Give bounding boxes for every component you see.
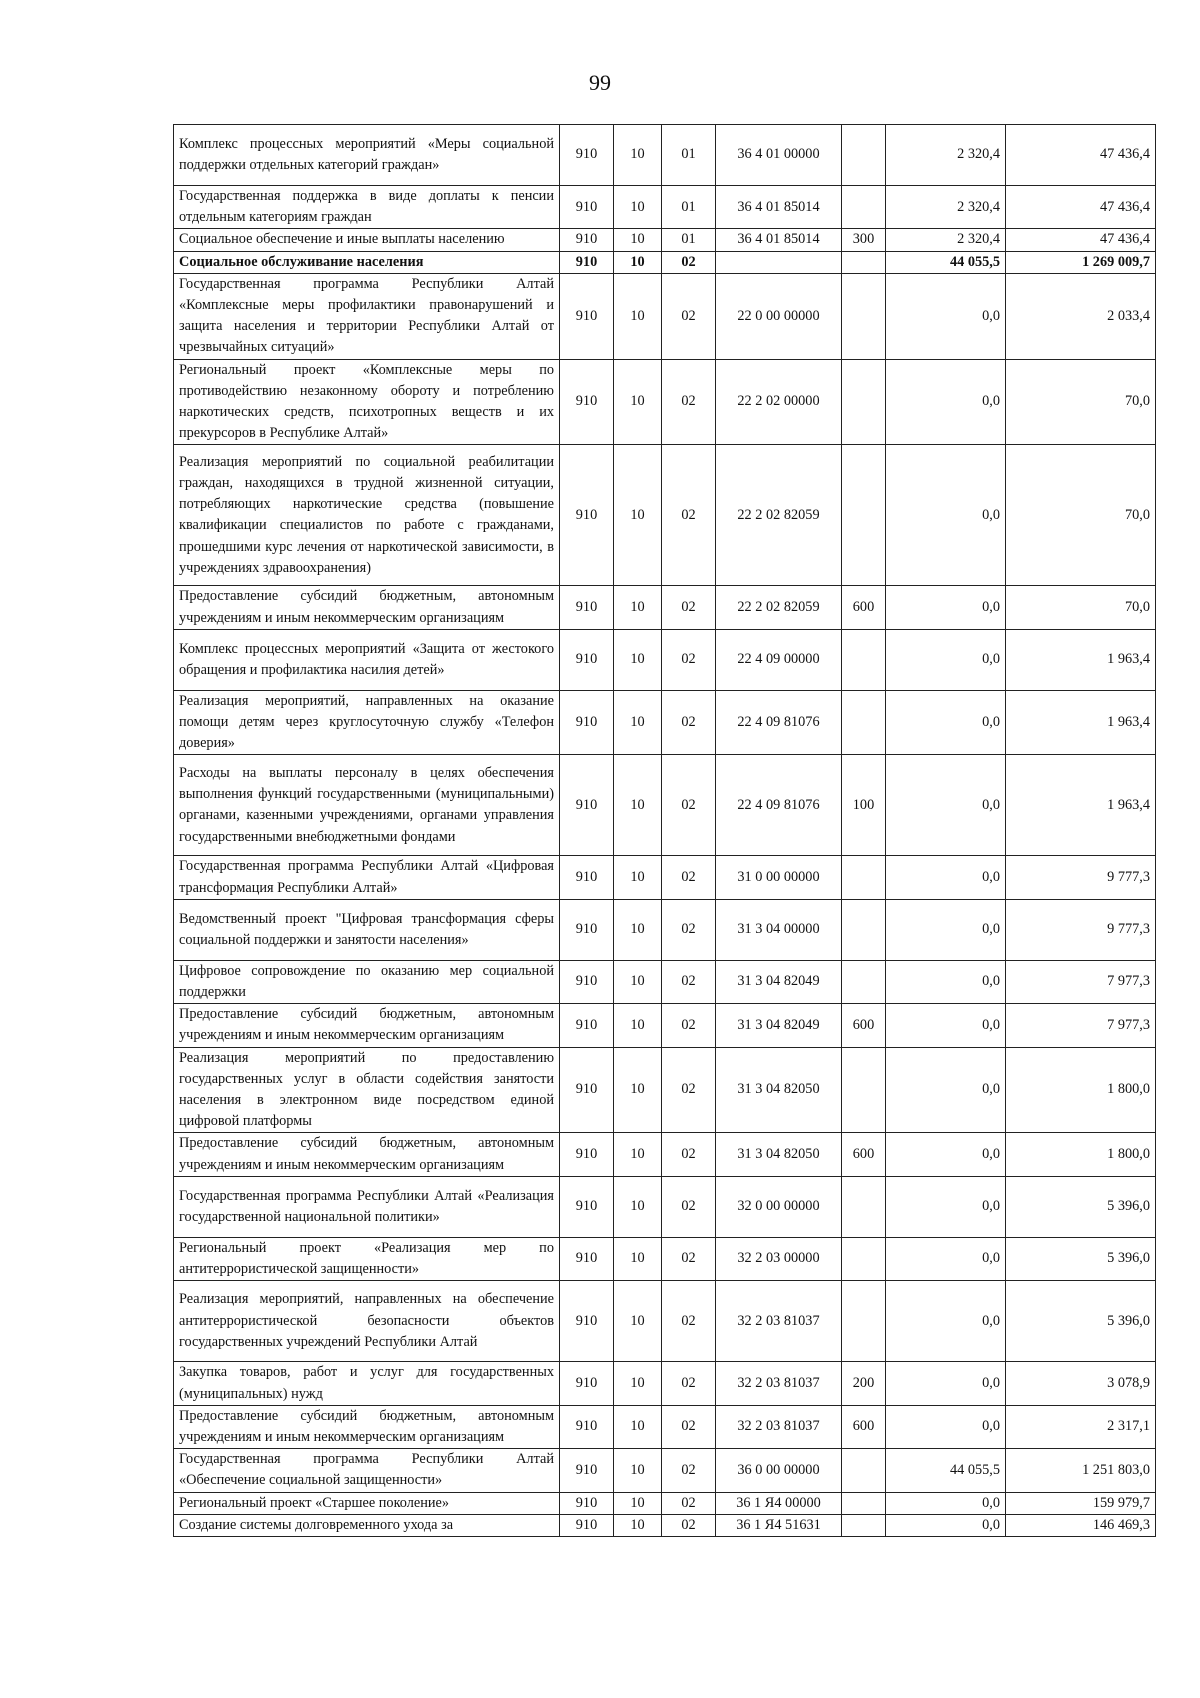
row-name-cell: Социальное обеспечение и иные выплаты населению [174, 229, 560, 251]
table-row [174, 629, 1156, 690]
admin-code-cell: 910 [560, 960, 614, 1003]
section-code-cell: 10 [614, 186, 662, 229]
expense-type-code-cell [842, 359, 886, 445]
section-code-cell: 10 [614, 1492, 662, 1514]
target-item-code-cell: 31 3 04 82050 [716, 1133, 842, 1176]
table-row [174, 186, 1156, 229]
admin-code-cell: 910 [560, 629, 614, 690]
amount-2-cell: 1 800,0 [1006, 1133, 1156, 1176]
table-row [174, 445, 1156, 586]
target-item-code-cell: 31 3 04 82049 [716, 1004, 842, 1047]
admin-code-cell: 910 [560, 1281, 614, 1362]
target-item-code-cell [716, 251, 842, 273]
target-item-code-cell: 36 4 01 85014 [716, 229, 842, 251]
target-item-code-cell: 22 2 02 82059 [716, 445, 842, 586]
amount-2-cell: 1 800,0 [1006, 1047, 1156, 1133]
admin-code-cell: 910 [560, 1514, 614, 1536]
subsection-code-cell: 02 [662, 1492, 716, 1514]
row-name-cell: Реализация мероприятий, направленных на оказание помощи детям через круглосуточную службу «Телефон доверия» [174, 690, 560, 755]
expense-type-code-cell [842, 899, 886, 960]
target-item-code-cell: 36 4 01 00000 [716, 125, 842, 186]
section-code-cell: 10 [614, 1133, 662, 1176]
expense-type-code-cell [842, 960, 886, 1003]
target-item-code-cell: 32 2 03 00000 [716, 1237, 842, 1280]
row-name-cell: Региональный проект «Старшее поколение» [174, 1492, 560, 1514]
subsection-code-cell: 02 [662, 1047, 716, 1133]
amount-1-cell: 0,0 [886, 1047, 1006, 1133]
subsection-code-cell: 02 [662, 960, 716, 1003]
amount-2-cell: 9 777,3 [1006, 856, 1156, 899]
subsection-code-cell: 02 [662, 1514, 716, 1536]
amount-1-cell: 0,0 [886, 629, 1006, 690]
amount-2-cell: 70,0 [1006, 359, 1156, 445]
amount-1-cell: 0,0 [886, 899, 1006, 960]
target-item-code-cell: 31 3 04 82050 [716, 1047, 842, 1133]
amount-2-cell: 7 977,3 [1006, 1004, 1156, 1047]
target-item-code-cell: 36 0 00 00000 [716, 1449, 842, 1492]
subsection-code-cell: 02 [662, 856, 716, 899]
section-code-cell: 10 [614, 251, 662, 273]
budget-table [173, 124, 1156, 1537]
amount-2-cell: 2 317,1 [1006, 1405, 1156, 1448]
section-code-cell: 10 [614, 273, 662, 359]
admin-code-cell: 910 [560, 1237, 614, 1280]
section-code-cell: 10 [614, 1047, 662, 1133]
amount-1-cell: 0,0 [886, 445, 1006, 586]
section-code-cell: 10 [614, 125, 662, 186]
amount-1-cell: 2 320,4 [886, 229, 1006, 251]
amount-1-cell: 0,0 [886, 1492, 1006, 1514]
table-row [174, 690, 1156, 755]
table-row [174, 960, 1156, 1003]
expense-type-code-cell [842, 1237, 886, 1280]
row-name-cell: Государственная поддержка в виде доплаты к пенсии отдельным категориям граждан [174, 186, 560, 229]
row-name-cell: Государственная программа Республики Алтай «Обеспечение социальной защищенности» [174, 1449, 560, 1492]
expense-type-code-cell: 300 [842, 229, 886, 251]
table-row [174, 125, 1156, 186]
amount-1-cell: 0,0 [886, 273, 1006, 359]
section-code-cell: 10 [614, 1004, 662, 1047]
amount-2-cell: 7 977,3 [1006, 960, 1156, 1003]
subsection-code-cell: 01 [662, 229, 716, 251]
admin-code-cell: 910 [560, 1492, 614, 1514]
section-code-cell: 10 [614, 755, 662, 856]
admin-code-cell: 910 [560, 273, 614, 359]
admin-code-cell: 910 [560, 1047, 614, 1133]
table-row [174, 1449, 1156, 1492]
target-item-code-cell: 36 1 Я4 00000 [716, 1492, 842, 1514]
target-item-code-cell: 32 0 00 00000 [716, 1176, 842, 1237]
amount-2-cell: 1 963,4 [1006, 690, 1156, 755]
section-code-cell: 10 [614, 1176, 662, 1237]
expense-type-code-cell [842, 1047, 886, 1133]
admin-code-cell: 910 [560, 1176, 614, 1237]
amount-2-cell: 146 469,3 [1006, 1514, 1156, 1536]
row-name-cell: Государственная программа Республики Алтай «Цифровая трансформация Республики Алтай» [174, 856, 560, 899]
amount-2-cell: 70,0 [1006, 586, 1156, 629]
admin-code-cell: 910 [560, 856, 614, 899]
table-body [174, 125, 1156, 1537]
row-name-cell: Предоставление субсидий бюджетным, автономным учреждениям и иным некоммерческим организациям [174, 1004, 560, 1047]
section-code-cell: 10 [614, 690, 662, 755]
row-name-cell: Региональный проект «Реализация мер по антитеррористической защищенности» [174, 1237, 560, 1280]
admin-code-cell: 910 [560, 1133, 614, 1176]
admin-code-cell: 910 [560, 229, 614, 251]
amount-2-cell: 47 436,4 [1006, 125, 1156, 186]
subsection-code-cell: 02 [662, 273, 716, 359]
expense-type-code-cell: 100 [842, 755, 886, 856]
section-code-cell: 10 [614, 629, 662, 690]
table-row [174, 1492, 1156, 1514]
row-name-cell: Комплекс процессных мероприятий «Меры социальной поддержки отдельных категорий граждан» [174, 125, 560, 186]
row-name-cell: Предоставление субсидий бюджетным, автономным учреждениям и иным некоммерческим организациям [174, 1133, 560, 1176]
expense-type-code-cell [842, 251, 886, 273]
table-row [174, 273, 1156, 359]
subsection-code-cell: 02 [662, 445, 716, 586]
amount-2-cell: 1 251 803,0 [1006, 1449, 1156, 1492]
page-number: 99 [589, 70, 611, 95]
row-name-cell: Государственная программа Республики Алтай «Реализация государственной национальной политики» [174, 1176, 560, 1237]
admin-code-cell: 910 [560, 586, 614, 629]
subsection-code-cell: 02 [662, 690, 716, 755]
section-code-cell: 10 [614, 899, 662, 960]
target-item-code-cell: 36 1 Я4 51631 [716, 1514, 842, 1536]
table-row [174, 586, 1156, 629]
amount-2-cell: 1 269 009,7 [1006, 251, 1156, 273]
target-item-code-cell: 22 2 02 00000 [716, 359, 842, 445]
admin-code-cell: 910 [560, 359, 614, 445]
row-name-cell: Предоставление субсидий бюджетным, автономным учреждениям и иным некоммерческим организациям [174, 586, 560, 629]
table-row [174, 1362, 1156, 1405]
admin-code-cell: 910 [560, 186, 614, 229]
subsection-code-cell: 01 [662, 186, 716, 229]
target-item-code-cell: 22 2 02 82059 [716, 586, 842, 629]
row-name-cell: Реализация мероприятий по предоставлению государственных услуг в области содействия занятости населения в электронном виде посредством единой цифровой платформы [174, 1047, 560, 1133]
amount-2-cell: 70,0 [1006, 445, 1156, 586]
amount-1-cell: 0,0 [886, 960, 1006, 1003]
amount-1-cell: 0,0 [886, 586, 1006, 629]
section-code-cell: 10 [614, 586, 662, 629]
row-name-cell: Создание системы долговременного ухода за [174, 1514, 560, 1536]
expense-type-code-cell: 600 [842, 586, 886, 629]
section-code-cell: 10 [614, 1514, 662, 1536]
expense-type-code-cell [842, 1281, 886, 1362]
admin-code-cell: 910 [560, 251, 614, 273]
table-row [174, 755, 1156, 856]
section-code-cell: 10 [614, 960, 662, 1003]
admin-code-cell: 910 [560, 1405, 614, 1448]
expense-type-code-cell [842, 125, 886, 186]
subsection-code-cell: 02 [662, 1362, 716, 1405]
row-name-cell: Реализация мероприятий по социальной реабилитации граждан, находящихся в трудной жизненной ситуации, потребляющих наркотические средства (повышение квалификации специалистов по работе с гражданами, прошедшими курс лечения от наркотической зависимости, в учреждениях здравоохранения) [174, 445, 560, 586]
subsection-code-cell: 02 [662, 1449, 716, 1492]
subsection-code-cell: 02 [662, 251, 716, 273]
target-item-code-cell: 22 4 09 81076 [716, 690, 842, 755]
subsection-code-cell: 02 [662, 755, 716, 856]
section-code-cell: 10 [614, 445, 662, 586]
section-code-cell: 10 [614, 856, 662, 899]
expense-type-code-cell: 200 [842, 1362, 886, 1405]
section-code-cell: 10 [614, 1405, 662, 1448]
amount-2-cell: 9 777,3 [1006, 899, 1156, 960]
amount-1-cell: 0,0 [886, 1237, 1006, 1280]
amount-1-cell: 0,0 [886, 1133, 1006, 1176]
admin-code-cell: 910 [560, 690, 614, 755]
table-row [174, 1237, 1156, 1280]
table-row [174, 899, 1156, 960]
target-item-code-cell: 22 0 00 00000 [716, 273, 842, 359]
amount-2-cell: 5 396,0 [1006, 1176, 1156, 1237]
admin-code-cell: 910 [560, 1449, 614, 1492]
expense-type-code-cell [842, 1449, 886, 1492]
table-row [174, 1514, 1156, 1536]
amount-1-cell: 0,0 [886, 1004, 1006, 1047]
expense-type-code-cell [842, 273, 886, 359]
subsection-code-cell: 02 [662, 1133, 716, 1176]
subsection-code-cell: 02 [662, 899, 716, 960]
amount-1-cell: 0,0 [886, 1514, 1006, 1536]
table-row [174, 1047, 1156, 1133]
subsection-code-cell: 02 [662, 1004, 716, 1047]
subsection-code-cell: 02 [662, 1281, 716, 1362]
admin-code-cell: 910 [560, 1362, 614, 1405]
subsection-code-cell: 02 [662, 1176, 716, 1237]
subsection-code-cell: 02 [662, 586, 716, 629]
amount-1-cell: 0,0 [886, 1176, 1006, 1237]
amount-1-cell: 0,0 [886, 359, 1006, 445]
section-code-cell: 10 [614, 1281, 662, 1362]
amount-1-cell: 2 320,4 [886, 186, 1006, 229]
target-item-code-cell: 22 4 09 81076 [716, 755, 842, 856]
expense-type-code-cell: 600 [842, 1405, 886, 1448]
amount-2-cell: 1 963,4 [1006, 755, 1156, 856]
table-row [174, 1176, 1156, 1237]
row-name-cell: Закупка товаров, работ и услуг для государственных (муниципальных) нужд [174, 1362, 560, 1405]
row-name-cell: Ведомственный проект "Цифровая трансформация сферы социальной поддержки и занятости населения» [174, 899, 560, 960]
row-name-cell: Предоставление субсидий бюджетным, автономным учреждениям и иным некоммерческим организациям [174, 1405, 560, 1448]
row-name-cell: Реализация мероприятий, направленных на обеспечение антитеррористической безопасности объектов государственных учреждений Республики Алтай [174, 1281, 560, 1362]
admin-code-cell: 910 [560, 1004, 614, 1047]
admin-code-cell: 910 [560, 755, 614, 856]
row-name-cell: Социальное обслуживание населения [174, 251, 560, 273]
amount-1-cell: 44 055,5 [886, 251, 1006, 273]
subsection-code-cell: 02 [662, 1237, 716, 1280]
amount-2-cell: 3 078,9 [1006, 1362, 1156, 1405]
admin-code-cell: 910 [560, 125, 614, 186]
subsection-code-cell: 01 [662, 125, 716, 186]
section-code-cell: 10 [614, 359, 662, 445]
row-name-cell: Государственная программа Республики Алтай «Комплексные меры профилактики правонарушений и защита населения и территории Республики Алтай от чрезвычайных ситуаций» [174, 273, 560, 359]
expense-type-code-cell: 600 [842, 1133, 886, 1176]
expense-type-code-cell [842, 1492, 886, 1514]
admin-code-cell: 910 [560, 899, 614, 960]
table-row [174, 856, 1156, 899]
table-row [174, 359, 1156, 445]
row-name-cell: Комплекс процессных мероприятий «Защита от жестокого обращения и профилактика насилия детей» [174, 629, 560, 690]
expense-type-code-cell [842, 690, 886, 755]
target-item-code-cell: 31 3 04 00000 [716, 899, 842, 960]
subsection-code-cell: 02 [662, 629, 716, 690]
table-row [174, 1405, 1156, 1448]
table-row [174, 1281, 1156, 1362]
amount-2-cell: 47 436,4 [1006, 186, 1156, 229]
expense-type-code-cell [842, 629, 886, 690]
target-item-code-cell: 31 3 04 82049 [716, 960, 842, 1003]
amount-1-cell: 0,0 [886, 690, 1006, 755]
expense-type-code-cell [842, 1514, 886, 1536]
amount-2-cell: 5 396,0 [1006, 1237, 1156, 1280]
expense-type-code-cell [842, 445, 886, 586]
target-item-code-cell: 36 4 01 85014 [716, 186, 842, 229]
amount-2-cell: 1 963,4 [1006, 629, 1156, 690]
amount-1-cell: 2 320,4 [886, 125, 1006, 186]
section-code-cell: 10 [614, 229, 662, 251]
subsection-code-cell: 02 [662, 359, 716, 445]
amount-1-cell: 0,0 [886, 1405, 1006, 1448]
table-row [174, 229, 1156, 251]
target-item-code-cell: 31 0 00 00000 [716, 856, 842, 899]
amount-1-cell: 0,0 [886, 755, 1006, 856]
target-item-code-cell: 32 2 03 81037 [716, 1362, 842, 1405]
amount-2-cell: 2 033,4 [1006, 273, 1156, 359]
expense-type-code-cell [842, 856, 886, 899]
target-item-code-cell: 32 2 03 81037 [716, 1281, 842, 1362]
amount-1-cell: 44 055,5 [886, 1449, 1006, 1492]
section-code-cell: 10 [614, 1362, 662, 1405]
table-row [174, 1133, 1156, 1176]
amount-2-cell: 5 396,0 [1006, 1281, 1156, 1362]
table-row [174, 251, 1156, 273]
table-row [174, 1004, 1156, 1047]
section-code-cell: 10 [614, 1449, 662, 1492]
subsection-code-cell: 02 [662, 1405, 716, 1448]
amount-1-cell: 0,0 [886, 1362, 1006, 1405]
target-item-code-cell: 22 4 09 00000 [716, 629, 842, 690]
amount-1-cell: 0,0 [886, 856, 1006, 899]
row-name-cell: Цифровое сопровождение по оказанию мер социальной поддержки [174, 960, 560, 1003]
amount-2-cell: 47 436,4 [1006, 229, 1156, 251]
target-item-code-cell: 32 2 03 81037 [716, 1405, 842, 1448]
row-name-cell: Региональный проект «Комплексные меры по противодействию незаконному обороту и потреблению наркотических средств, психотропных веществ и их прекурсоров в Республике Алтай» [174, 359, 560, 445]
expense-type-code-cell [842, 1176, 886, 1237]
expense-type-code-cell: 600 [842, 1004, 886, 1047]
amount-2-cell: 159 979,7 [1006, 1492, 1156, 1514]
admin-code-cell: 910 [560, 445, 614, 586]
expense-type-code-cell [842, 186, 886, 229]
row-name-cell: Расходы на выплаты персоналу в целях обеспечения выполнения функций государственными (муниципальными) органами, казенными учреждениями, органами управления государственными внебюджетными фондами [174, 755, 560, 856]
section-code-cell: 10 [614, 1237, 662, 1280]
amount-1-cell: 0,0 [886, 1281, 1006, 1362]
